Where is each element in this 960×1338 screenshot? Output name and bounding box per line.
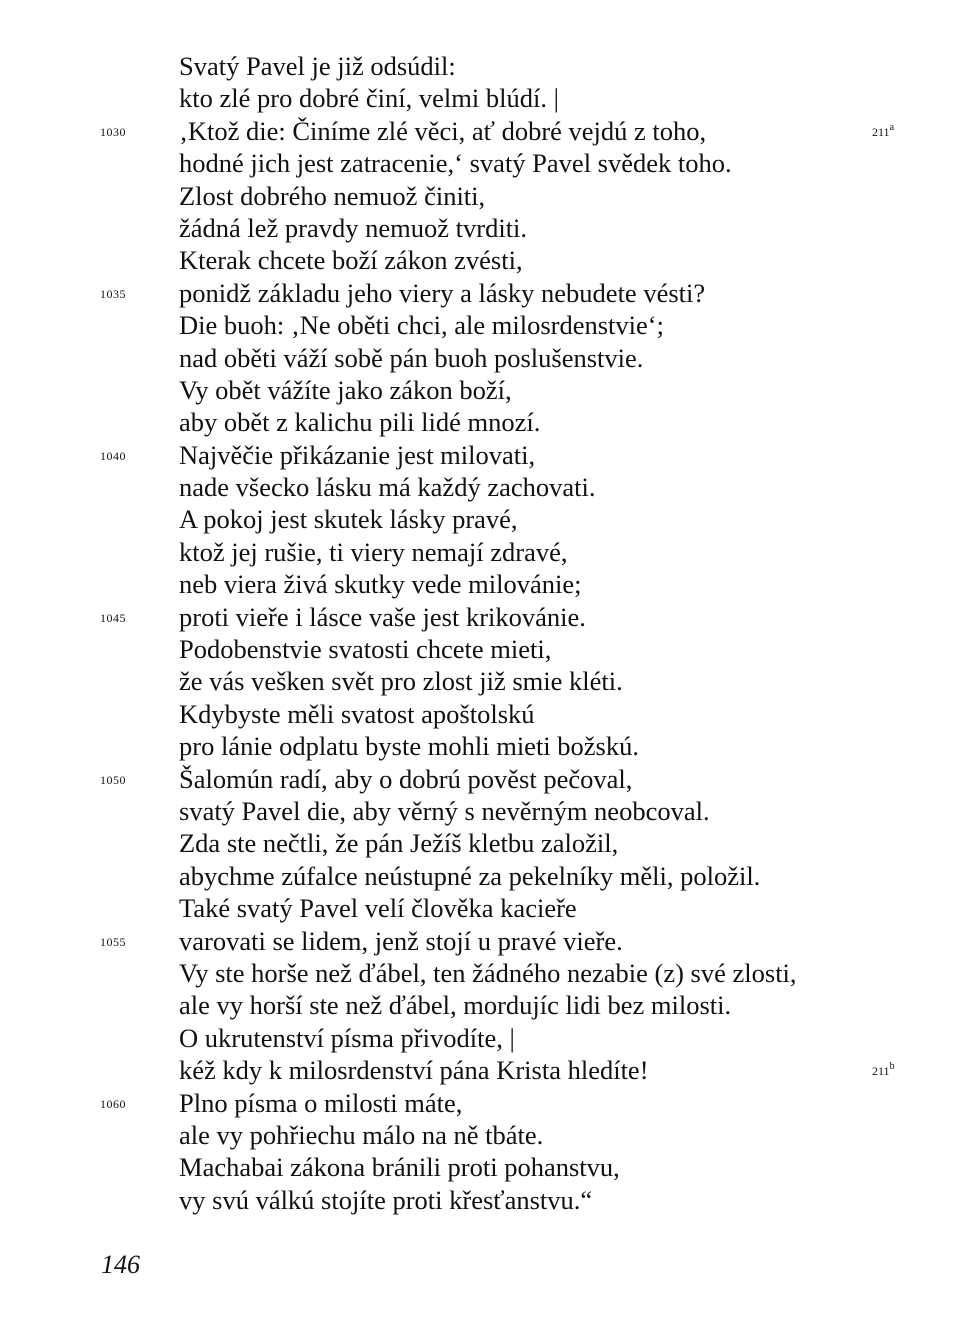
verse-line (0, 439, 960, 471)
verse-text: Kdybyste měli svatost apoštolskú (179, 698, 535, 729)
folio-marker (872, 1055, 895, 1087)
verse-text: že vás vešken svět pro zlost již smie kléti. (179, 666, 623, 697)
verse-line (0, 1054, 960, 1086)
verse-line (0, 244, 960, 276)
verse-line (0, 471, 960, 503)
verse-text: Také svatý Pavel velí člověka kacieře (179, 893, 577, 924)
verse-text: ale vy horší ste než ďábel, mordujíc lidi bez milosti. (179, 990, 732, 1021)
verse-text: hodné jich jest zatracenie,‘ svatý Pavel svědek toho. (179, 148, 732, 179)
verse-text: proti vieře i lásce vaše jest krikovánie. (179, 601, 586, 632)
verse-line (0, 1184, 960, 1216)
folio-number: 211 (872, 1064, 890, 1079)
verse-line (0, 957, 960, 989)
folio-side: a (889, 121, 895, 133)
verse-line (0, 147, 960, 179)
verse-line (0, 989, 960, 1021)
verse-line (0, 536, 960, 568)
verse-text: Najvěčie přikázanie jest milovati, (179, 439, 536, 470)
line-number: 1055 (100, 934, 126, 949)
verse-text: Die buoh: ‚Ne oběti chci, ale milosrdenstvie‘; (179, 310, 664, 341)
verse-line (0, 763, 960, 795)
verse-line (0, 374, 960, 406)
verse-text: žádná lež pravdy nemuož tvrditi. (179, 212, 528, 243)
verse-line (0, 633, 960, 665)
verse-line (0, 309, 960, 341)
verse-text: abychme zúfalce neústupné za pekelníky měli, položil. (179, 860, 761, 891)
page-number: 146 (101, 1250, 140, 1279)
verse-text: Svatý Pavel je již odsúdil: (179, 51, 456, 81)
verse-text: Šalomún radí, aby o dobrú pověst pečoval, (179, 763, 633, 794)
verse-text: nade všecko lásku má každý zachovati. (179, 472, 596, 503)
verse-line (0, 115, 960, 147)
verse-line (0, 601, 960, 633)
verse-text: O ukrutenství písma přivodíte, | (179, 1022, 515, 1053)
verse-text: varovati se lidem, jenž stojí u pravé vieře. (179, 925, 623, 956)
verse-text: Machabai zákona bránili proti pohanstvu, (179, 1152, 620, 1183)
verse-text: neb viera živá skutky vede milovánie; (179, 569, 582, 600)
verse-text: Zda ste nečtli, že pán Ježíš kletbu založil, (179, 828, 619, 859)
verse-line (0, 665, 960, 697)
verse-text: A pokoj jest skutek lásky pravé, (179, 504, 518, 535)
verse-line (0, 795, 960, 827)
verse-line (0, 277, 960, 309)
line-number: 1060 (100, 1096, 126, 1111)
line-number: 1045 (100, 610, 126, 625)
verse-line (0, 860, 960, 892)
verse-line (0, 1087, 960, 1119)
verse-text: aby obět z kalichu pili lidé mnozí. (179, 407, 541, 438)
verse-line (0, 82, 960, 114)
verse-line (0, 1151, 960, 1183)
verse-line (0, 503, 960, 535)
verse-text: Plno písma o milosti máte, (179, 1087, 463, 1118)
verse-line (0, 925, 960, 957)
verse-line (0, 827, 960, 859)
verse-line (0, 568, 960, 600)
verse-text: kéž kdy k milosrdenství pána Krista hledíte! (179, 1055, 649, 1086)
folio-marker (872, 116, 894, 148)
verse-line (0, 892, 960, 924)
verse-text: ponidž základu jeho viery a lásky nebudete vésti? (179, 277, 706, 308)
verse-line (0, 180, 960, 212)
folio-side: b (889, 1061, 895, 1073)
verse-line (0, 1022, 960, 1054)
verse-line (0, 1119, 960, 1151)
line-number: 1035 (100, 286, 126, 301)
verse-text: svatý Pavel die, aby věrný s nevěrným neobcoval. (179, 795, 710, 826)
verse-line (0, 698, 960, 730)
verse-text: ‚Ktož die: Činíme zlé věci, ať dobré vejdú z toho, (179, 115, 707, 146)
verse-text: ktož jej rušie, ti viery nemají zdravé, (179, 536, 568, 567)
verse-text: ale vy pohřiechu málo na ně tbáte. (179, 1119, 544, 1150)
verse-text: pro lánie odplatu byste mohli mieti božskú. (179, 731, 639, 762)
verse-line (0, 342, 960, 374)
verse-text: Kterak chcete boží zákon zvésti, (179, 245, 523, 276)
line-number: 1030 (100, 124, 126, 139)
folio-number: 211 (872, 124, 890, 139)
verse-line (0, 50, 960, 82)
verse-line (0, 406, 960, 438)
verse-block (0, 50, 960, 1216)
verse-text: Vy obět vážíte jako zákon boží, (179, 374, 512, 405)
verse-line (0, 730, 960, 762)
verse-text: vy svú válkú stojíte proti křesťanstvu.“ (179, 1184, 593, 1215)
verse-text: Podobenstvie svatosti chcete mieti, (179, 634, 552, 665)
verse-text: kto zlé pro dobré činí, velmi blúdí. | (179, 83, 559, 114)
verse-text: nad oběti váží sobě pán buoh poslušenstvie. (179, 342, 644, 373)
line-number: 1050 (100, 772, 126, 787)
verse-text: Vy ste horše než ďábel, ten žádného nezabie (z) své zlosti, (179, 957, 797, 988)
verse-line (0, 212, 960, 244)
verse-text: Zlost dobrého nemuož činiti, (179, 180, 486, 211)
line-number: 1040 (100, 448, 126, 463)
